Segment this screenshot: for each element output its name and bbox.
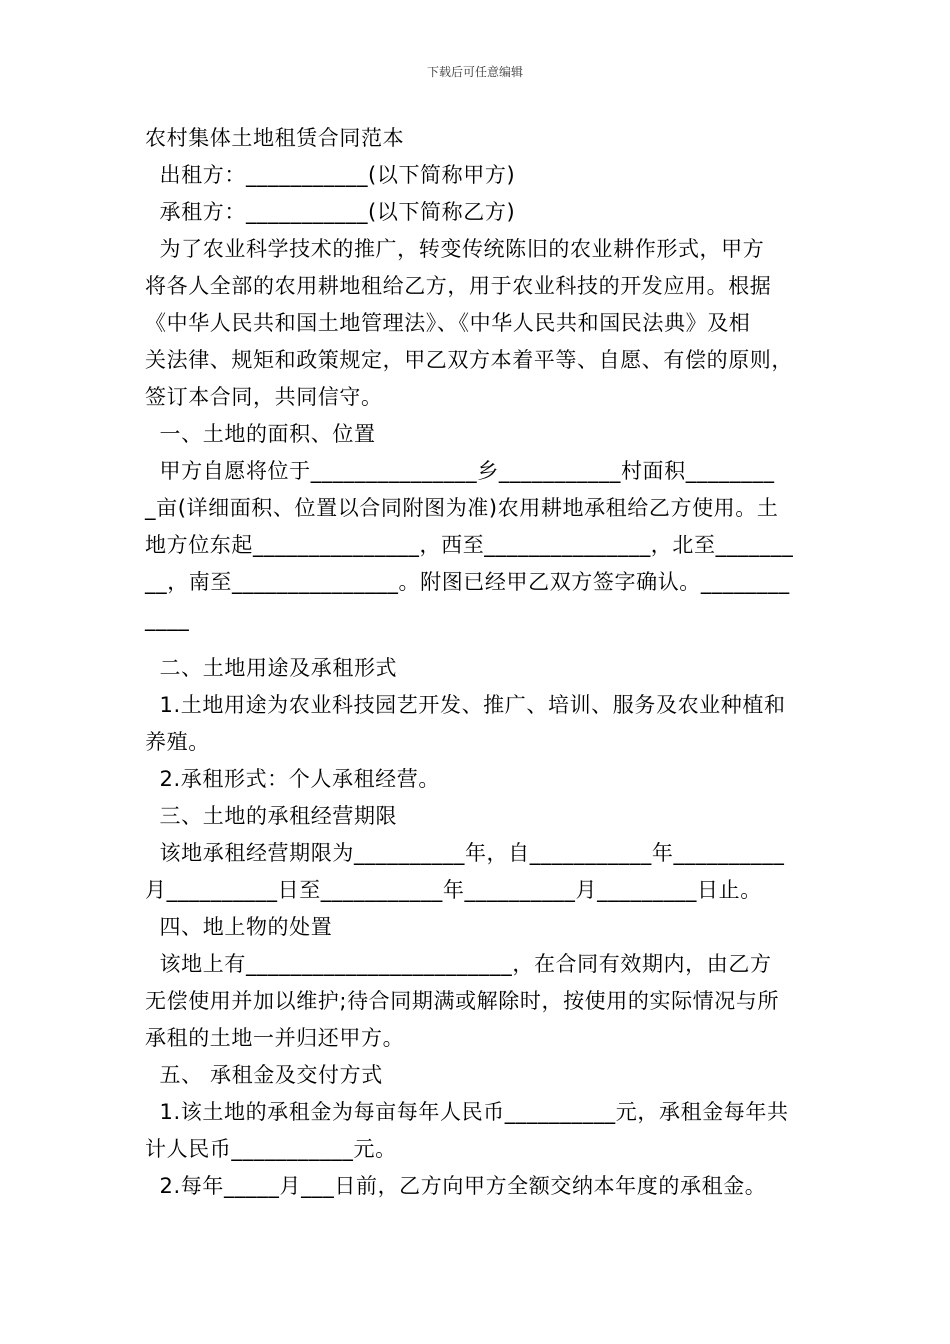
clause-line: 计人民币___________元。 bbox=[145, 1137, 397, 1161]
page-header: 下载后可任意编辑 bbox=[426, 65, 523, 79]
lessee-line: 承租方：___________(以下简称乙方) bbox=[145, 200, 516, 224]
clause-line: 甲方自愿将位于_______________乡___________村面积________ bbox=[145, 459, 775, 483]
clause-line: 月__________日至___________年__________月_________日止。 bbox=[145, 878, 762, 902]
clause-line: _亩(详细面积、位置以合同附图为准)农用耕地承租给乙方使用。土 bbox=[145, 496, 779, 520]
section-heading: 二、土地用途及承租形式 bbox=[145, 656, 398, 680]
clause-line: 该地上有________________________，在合同有效期内，由乙方 bbox=[145, 952, 772, 976]
clause-line: 养殖。 bbox=[145, 730, 210, 754]
clause-line: ____ bbox=[145, 607, 190, 631]
spacer bbox=[145, 638, 813, 650]
clause-line: 2.每年_____月___日前，乙方向甲方全额交纳本年度的承租金。 bbox=[145, 1174, 767, 1198]
preamble-line: 将各人全部的农用耕地租给乙方，用于农业科技的开发应用。根据 bbox=[145, 274, 772, 298]
clause-line: 1.土地用途为农业科技园艺开发、推广、培训、服务及农业种植和 bbox=[145, 693, 786, 717]
preamble-line: 为了农业科学技术的推广，转变传统陈旧的农业耕作形式，甲方 bbox=[145, 237, 765, 261]
clause-line: 无偿使用并加以维护;待合同期满或解除时，按使用的实际情况与所 bbox=[145, 989, 780, 1013]
document-body bbox=[145, 120, 813, 1205]
clause-line: 地方位东起_______________，西至_______________，北至_______ bbox=[145, 533, 794, 557]
clause-line: 承租的土地一并归还甲方。 bbox=[145, 1026, 405, 1050]
preamble-line: 签订本合同，共同信守。 bbox=[145, 385, 383, 409]
clause-line: 1.该土地的承租金为每亩每年人民币__________元，承租金每年共 bbox=[145, 1100, 789, 1124]
preamble-line: 关法律、规矩和政策规定，甲乙双方本着平等、自愿、有偿的原则， bbox=[145, 348, 793, 372]
document-title: 农村集体土地租赁合同范本 bbox=[145, 126, 405, 150]
section-heading: 三、土地的承租经营期限 bbox=[145, 804, 398, 828]
lessor-line: 出租方：___________(以下简称甲方) bbox=[145, 163, 516, 187]
clause-line: 该地承租经营期限为__________年，自___________年__________ bbox=[145, 841, 785, 865]
clause-line: __，南至_______________。附图已经甲乙双方签字确认。________ bbox=[145, 570, 790, 594]
section-heading: 四、地上物的处置 bbox=[145, 915, 333, 939]
section-heading: 一、土地的面积、位置 bbox=[145, 422, 376, 446]
section-heading: 五、 承租金及交付方式 bbox=[145, 1063, 383, 1087]
preamble-line: 《中华人民共和国土地管理法》、《中华人民共和国民法典》及相 bbox=[145, 311, 751, 335]
clause-line: 2.承租形式：个人承租经营。 bbox=[145, 767, 440, 791]
